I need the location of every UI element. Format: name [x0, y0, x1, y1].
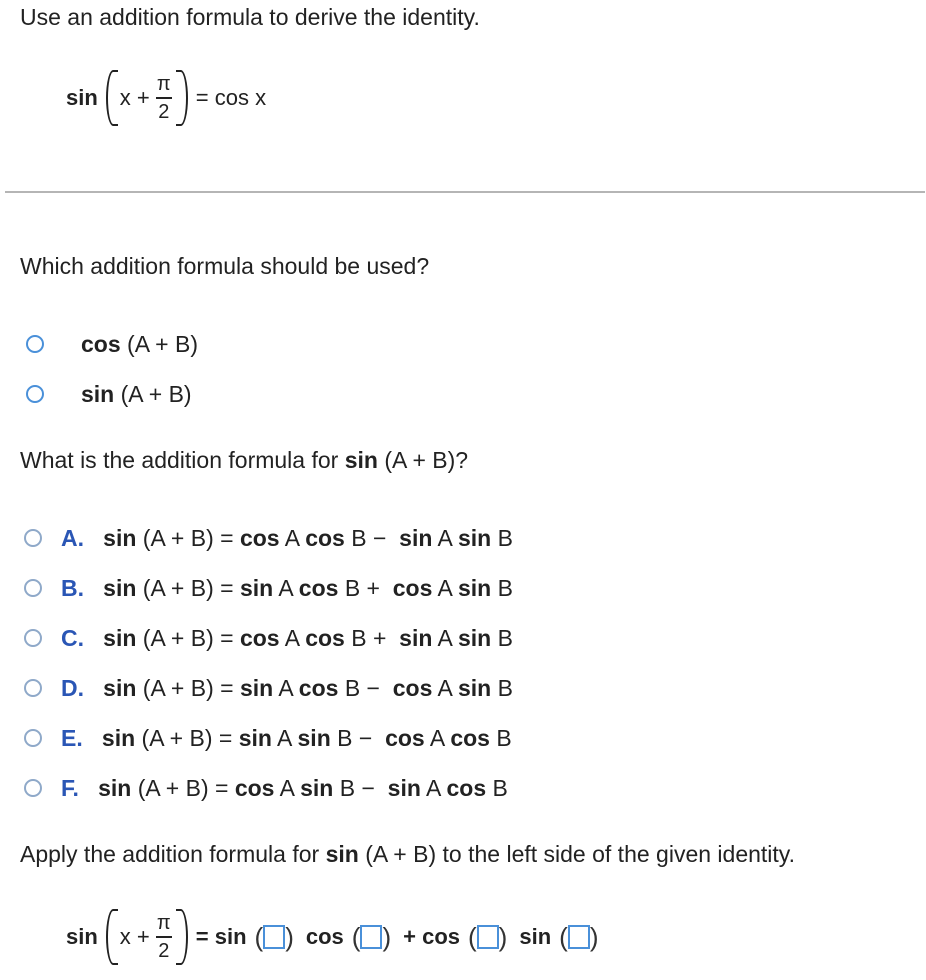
q1-option-sin-label[interactable]: sin (A + B)	[81, 381, 192, 407]
identity-rhs: = cos x	[195, 85, 267, 110]
q3-equation: sin x + $\frac{\pi}{2}$ = sin ( ) cos ( ) + cos ( ) sin ( )	[66, 904, 598, 970]
q2-option-a-label[interactable]: A. sin (A + B) = cos A cos B − sin A sin B	[61, 525, 513, 551]
pi-over-two	[156, 73, 172, 123]
q3-pi-over-two: $\frac{\pi}{2}$	[156, 912, 171, 962]
q2-option-d-radio[interactable]	[24, 679, 42, 697]
q2-option-d-label[interactable]: D. sin (A + B) = sin A cos B − cos A sin B	[61, 675, 513, 701]
q3-sin: sin	[66, 924, 98, 949]
q3-right-paren	[176, 909, 188, 965]
q2-option-f-label[interactable]: F. sin (A + B) = cos A sin B − sin A cos B	[61, 775, 508, 801]
identity-equation	[66, 66, 266, 130]
q1-option-sin-radio[interactable]	[26, 385, 44, 403]
intro-text: Use an addition formula to derive the identity.	[20, 4, 480, 30]
q1-option-cos-label[interactable]: cos (A + B)	[81, 331, 198, 357]
q3-prompt: Apply the addition formula for sin (A + B) to the left side of the given identity.	[20, 841, 795, 867]
q3-cos-1: cos	[305, 924, 344, 949]
q2-option-c-label[interactable]: C. sin (A + B) = cos A cos B + sin A sin B	[61, 625, 513, 651]
q3-eq-sin: = sin	[195, 924, 247, 949]
left-paren	[106, 70, 118, 126]
denominator-two: 2	[158, 100, 170, 123]
q3-plus-cos: + cos	[403, 924, 460, 949]
q2-option-b-label[interactable]: B. sin (A + B) = sin A cos B + cos A sin B	[61, 575, 513, 601]
q3-x-term: x +	[119, 924, 150, 949]
identity-sin: sin	[66, 85, 98, 110]
q2-option-e-label[interactable]: E. sin (A + B) = sin A sin B − cos A cos B	[61, 725, 512, 751]
answer-box-3[interactable]	[477, 925, 499, 949]
q2-option-b-radio[interactable]	[24, 579, 42, 597]
q2-option-c-radio[interactable]	[24, 629, 42, 647]
q1-prompt: Which addition formula should be used?	[20, 253, 430, 279]
q1-option-cos-radio[interactable]	[26, 335, 44, 353]
pi-symbol: π	[156, 73, 171, 96]
right-paren	[176, 70, 188, 126]
q2-option-e-radio[interactable]	[24, 729, 42, 747]
answer-box-2[interactable]	[360, 925, 382, 949]
answer-box-1[interactable]	[263, 925, 285, 949]
q2-prompt: What is the addition formula for sin (A + B)?	[20, 447, 469, 473]
section-divider	[5, 191, 925, 193]
q3-left-paren	[106, 909, 118, 965]
q2-option-a-radio[interactable]	[24, 529, 42, 547]
q3-sin-2: sin	[519, 924, 552, 949]
q2-option-f-radio[interactable]	[24, 779, 42, 797]
answer-box-4[interactable]	[568, 925, 590, 949]
identity-x-term: x +	[119, 85, 150, 110]
